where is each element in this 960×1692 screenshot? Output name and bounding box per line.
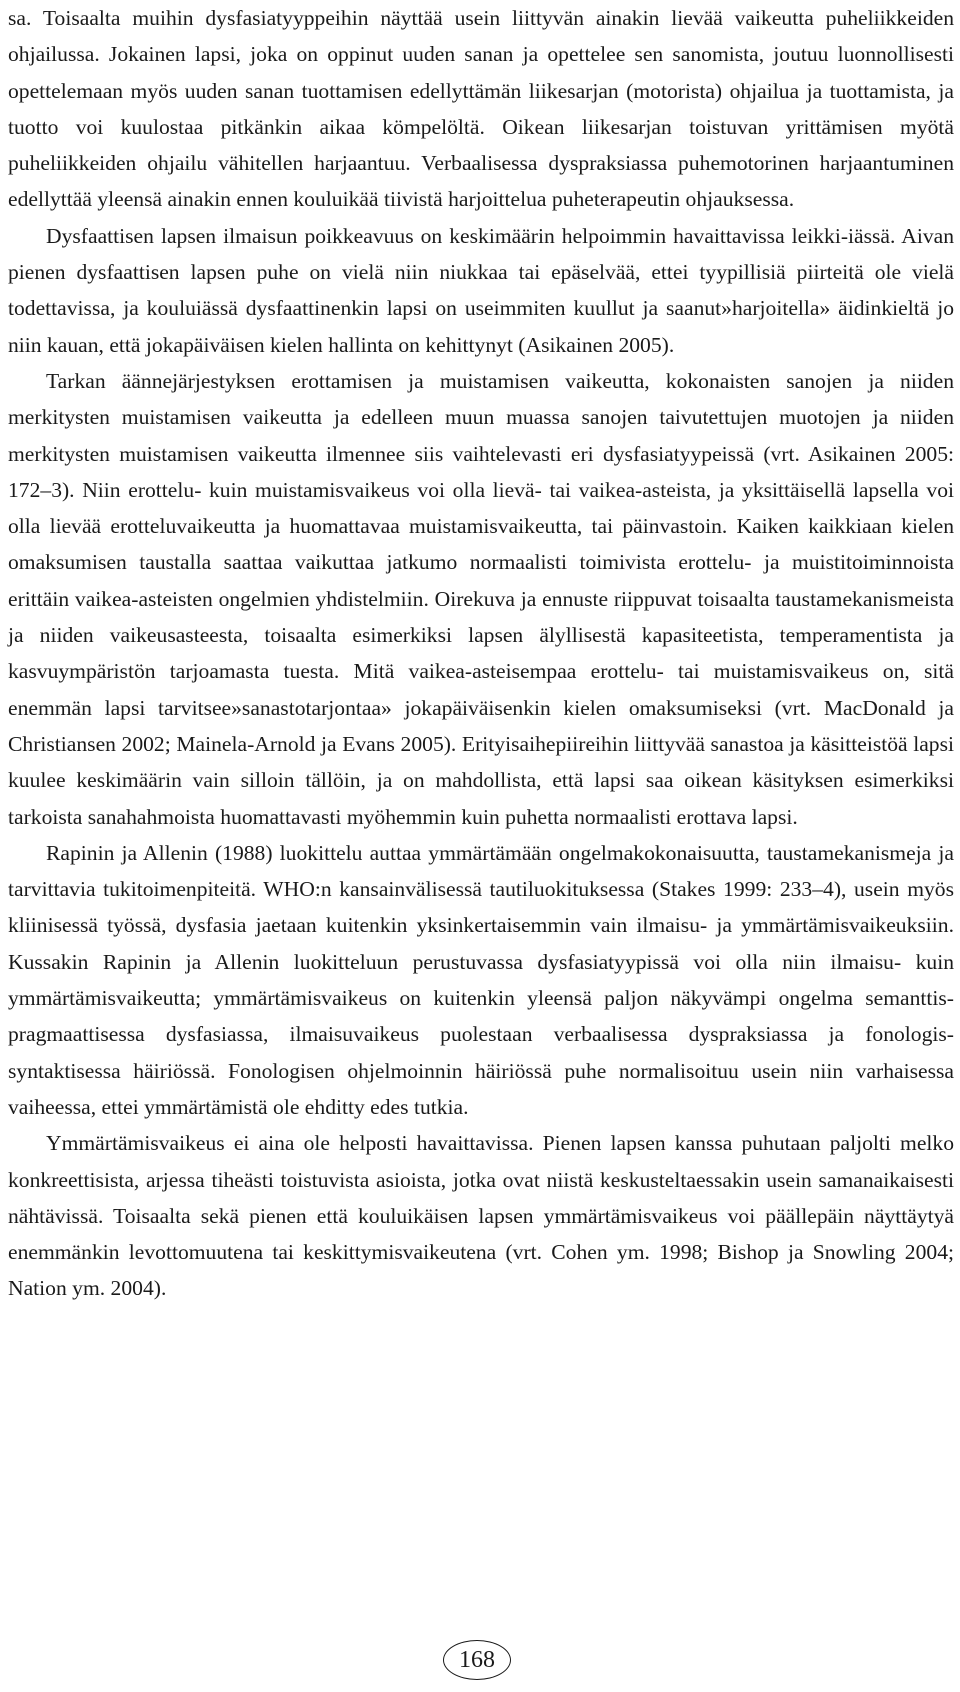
- paragraph: Ymmärtämisvaikeus ei aina ole helposti havaittavissa. Pienen lapsen kanssa puhutaan paljolti melko konkreettisista, arjessa tiheästi toistuvista asioista, jotka ovat niistä keskusteltaessakin usein samanaikaisesti nähtävissä. Toisaalta sekä pienen että kouluikäisen lapsen ymmärtämisvaikeus voi päällepäin näyttäytyä enemmänkin levottomuutena tai keskittymisvaikeutena (vrt. Cohen ym. 1998; Bishop ja Snowling 2004; Nation ym. 2004).: [8, 1131, 954, 1301]
- paragraph-continued: sa. Toisaalta muihin dysfasiatyyppeihin näyttää usein liittyvän ainakin lievää vaikeutta puheliikkeiden ohjailussa. Jokainen lapsi, joka on oppinut uuden sanan ja opettelee sen sanomista, joutuu luonnollisesti opettelemaan myös uuden sanan tuottamisen edellyttämän liikesarjan (motorista) ohjailua ja tuottamista, ja tuotto voi kuulostaa pitkänkin aikaa kömpelöltä. Oikean liikesarjan toistuvan yrittämisen myötä puheliikkeiden ohjailu vähitellen harjaantuu. Verbaalisessa dyspraksiassa puhemotorinen harjaantuminen edellyttää yleensä ainakin ennen kouluikää tiivistä harjoittelua puheterapeutin ohjauksessa.: [8, 6, 954, 212]
- paragraph: Tarkan äännejärjestyksen erottamisen ja muistamisen vaikeutta, kokonaisten sanojen ja niiden merkitysten muistamisen vaikeutta ja edelleen muun muassa sanojen taivutettujen muotojen ja niiden merkitysten muistamisen vaikeutta ilmennee siis vaihtelevasti eri dysfasiatyypeissä (vrt. Asikainen 2005: 172–3). Niin erottelu- kuin muistamisvaikeus voi olla lievä- tai vaikea-asteista, ja yksittäisellä lapsella voi olla lievää erotteluvaikeutta ja huomattavaa muistamisvaikeutta, tai päinvastoin. Kaiken kaikkiaan kielen omaksumisen taustalla saattaa vaikuttaa jatkumo normaalisti toimivista erottelu- ja muistitoiminnoista erittäin vaikea-asteisten ongelmien yhdistelmiin. Oirekuva ja ennuste riippuvat toisaalta taustamekanismeista ja niiden vaikeusasteesta, toisaalta esimerkiksi lapsen älyllisestä kapasiteetista, temperamentista ja kasvuympäristön tarjoamasta tuesta. Mitä vaikea-asteisempaa erottelu- tai muistamisvaikeus on, sitä enemmän lapsi tarvitsee»sanastotarjontaa» jokapäiväisenkin kielen omaksumiseksi (vrt. MacDonald ja Christiansen 2002; Mainela-Arnold ja Evans 2005). Erityisaihepiireihin liittyvää sanastoa ja käsitteistöä lapsi kuulee keskimäärin vain silloin tällöin, ja on mahdollista, että lapsi saa oikean käsityksen esimerkiksi tarkoista sanahahmoista huomattavasti myöhemmin kuin puhetta normaalisti erottava lapsi.: [8, 368, 954, 829]
- paragraph: Dysfaattisen lapsen ilmaisun poikkeavuus on keskimäärin helpoimmin havaittavissa leikki-iässä. Aivan pienen dysfaattisen lapsen puhe on vielä niin niukkaa tai epäselvää, ettei tyypillisiä piirteitä ole vielä todettavissa, ja kouluiässä dysfaattinenkin lapsi on useimmiten kuullut ja saanut»harjoitella» äidinkieltä jo niin kauan, että jokapäiväisen kielen hallinta on kehittynyt (Asikainen 2005).: [8, 223, 954, 357]
- document-body: [8, 0, 954, 1307]
- page-number: 168: [443, 1640, 511, 1680]
- paragraph: Rapinin ja Allenin (1988) luokittelu auttaa ymmärtämään ongelmakokonaisuutta, taustamekanismeja ja tarvittavia tukitoimenpiteitä. WHO:n kansainvälisessä tautiluokituksessa (Stakes 1999: 233–4), usein myös kliinisessä työssä, dysfasia jaetaan kuitenkin yksinkertaisemmin vain ilmaisu- ja ymmärtämisvaikeuksiin. Kussakin Rapinin ja Allenin luokitteluun perustuvassa dysfasiatyypissä voi olla niin ilmaisu- kuin ymmärtämisvaikeutta; ymmärtämisvaikeus on kuitenkin yleensä paljon näkyvämpi ongelma semanttispragmaattisessa dysfasiassa, ilmaisuvaikeus puolestaan verbaalisessa dyspraksiassa ja fonologis-syntaktisessa häiriössä. Fonologisen ohjelmoinnin häiriössä puhe normalisoituu usein niin varhaisessa vaiheessa, ettei ymmärtämistä ole ehditty edes tutkia.: [8, 840, 954, 1119]
